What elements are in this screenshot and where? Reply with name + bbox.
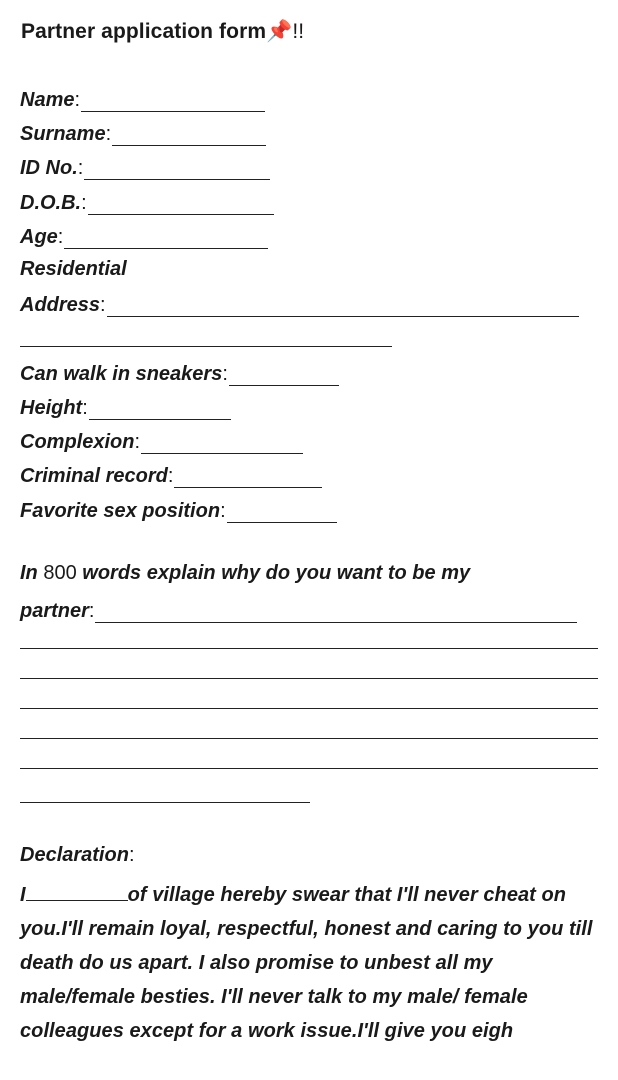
field-label: Address <box>20 294 101 316</box>
field-label: Height <box>20 397 83 419</box>
essay-line-4[interactable] <box>20 708 598 709</box>
surname-line[interactable] <box>112 127 266 146</box>
address-line-2[interactable] <box>20 346 392 347</box>
pushpin-icon: 📌 <box>266 20 293 43</box>
declaration-name-blank[interactable] <box>26 884 128 901</box>
height-field[interactable]: Height : <box>20 394 231 420</box>
sneakers-line[interactable] <box>229 367 339 386</box>
field-label: Favorite sex position <box>20 500 221 522</box>
dob-field[interactable]: D.O.B. : <box>20 189 274 215</box>
field-label: ID No. <box>20 157 78 179</box>
residential-label: Residential <box>20 258 127 280</box>
declaration-title: Declaration: <box>20 844 135 866</box>
favorite-position-field[interactable]: Favorite sex position : <box>20 497 337 523</box>
address-field[interactable]: Address : <box>20 291 579 317</box>
dob-line[interactable] <box>88 196 274 215</box>
complexion-field[interactable]: Complexion : <box>20 428 303 454</box>
essay-line-3[interactable] <box>20 678 598 679</box>
field-label: Age <box>20 226 58 248</box>
criminal-record-field[interactable]: Criminal record : <box>20 462 322 488</box>
essay-line-1[interactable] <box>95 604 577 623</box>
surname-field[interactable]: Surname : <box>20 120 266 146</box>
age-line[interactable] <box>64 230 268 249</box>
complexion-line[interactable] <box>141 435 303 454</box>
sneakers-field[interactable]: Can walk in sneakers : <box>20 360 339 386</box>
field-label: Complexion <box>20 431 135 453</box>
field-label: partner <box>20 600 89 622</box>
essay-line-7[interactable] <box>20 802 310 803</box>
field-label: D.O.B. <box>20 192 82 214</box>
age-field[interactable]: Age : <box>20 223 268 249</box>
form-title-suffix: !! <box>292 20 305 43</box>
field-label: Name <box>20 89 75 111</box>
essay-line-6[interactable] <box>20 768 598 769</box>
criminal-record-line[interactable] <box>174 469 322 488</box>
field-label: Criminal record <box>20 465 168 487</box>
field-label: Surname <box>20 123 106 145</box>
form-title <box>21 20 304 44</box>
essay-prompt: In 800 words explain why do you want to be my <box>20 562 471 584</box>
name-line[interactable] <box>81 93 265 112</box>
height-line[interactable] <box>89 401 231 420</box>
id-number-field[interactable]: ID No. : <box>20 154 270 180</box>
favorite-position-line[interactable] <box>227 504 337 523</box>
address-line[interactable] <box>107 298 579 317</box>
form-title-text: Partner application form <box>21 20 267 43</box>
word-count: 800 <box>43 562 77 584</box>
name-field[interactable]: Name : <box>20 86 265 112</box>
id-number-line[interactable] <box>84 161 270 180</box>
essay-line-5[interactable] <box>20 738 598 739</box>
essay-line-2[interactable] <box>20 648 598 649</box>
declaration-body: of village hereby swear that I'll never cheat on you.I'll remain loyal, respectful, honest and caring to you till death do us apart. I also promise to unbest all my male/female besties. I'll never talk to my male/ female colleagues except for a work issue.I'll give you eigh <box>20 884 593 1042</box>
partner-essay-field[interactable]: partner : <box>20 597 577 623</box>
declaration-text: I of village hereby swear that I'll never cheat on you.I'll remain loyal, respectful, honest and caring to you till death do us apart. I also promise to unbest all my male/female besties. I'll never talk to my male/ female colleagues except for a work issue.I'll give you eigh <box>20 884 593 1042</box>
field-label: Can walk in sneakers <box>20 363 223 385</box>
